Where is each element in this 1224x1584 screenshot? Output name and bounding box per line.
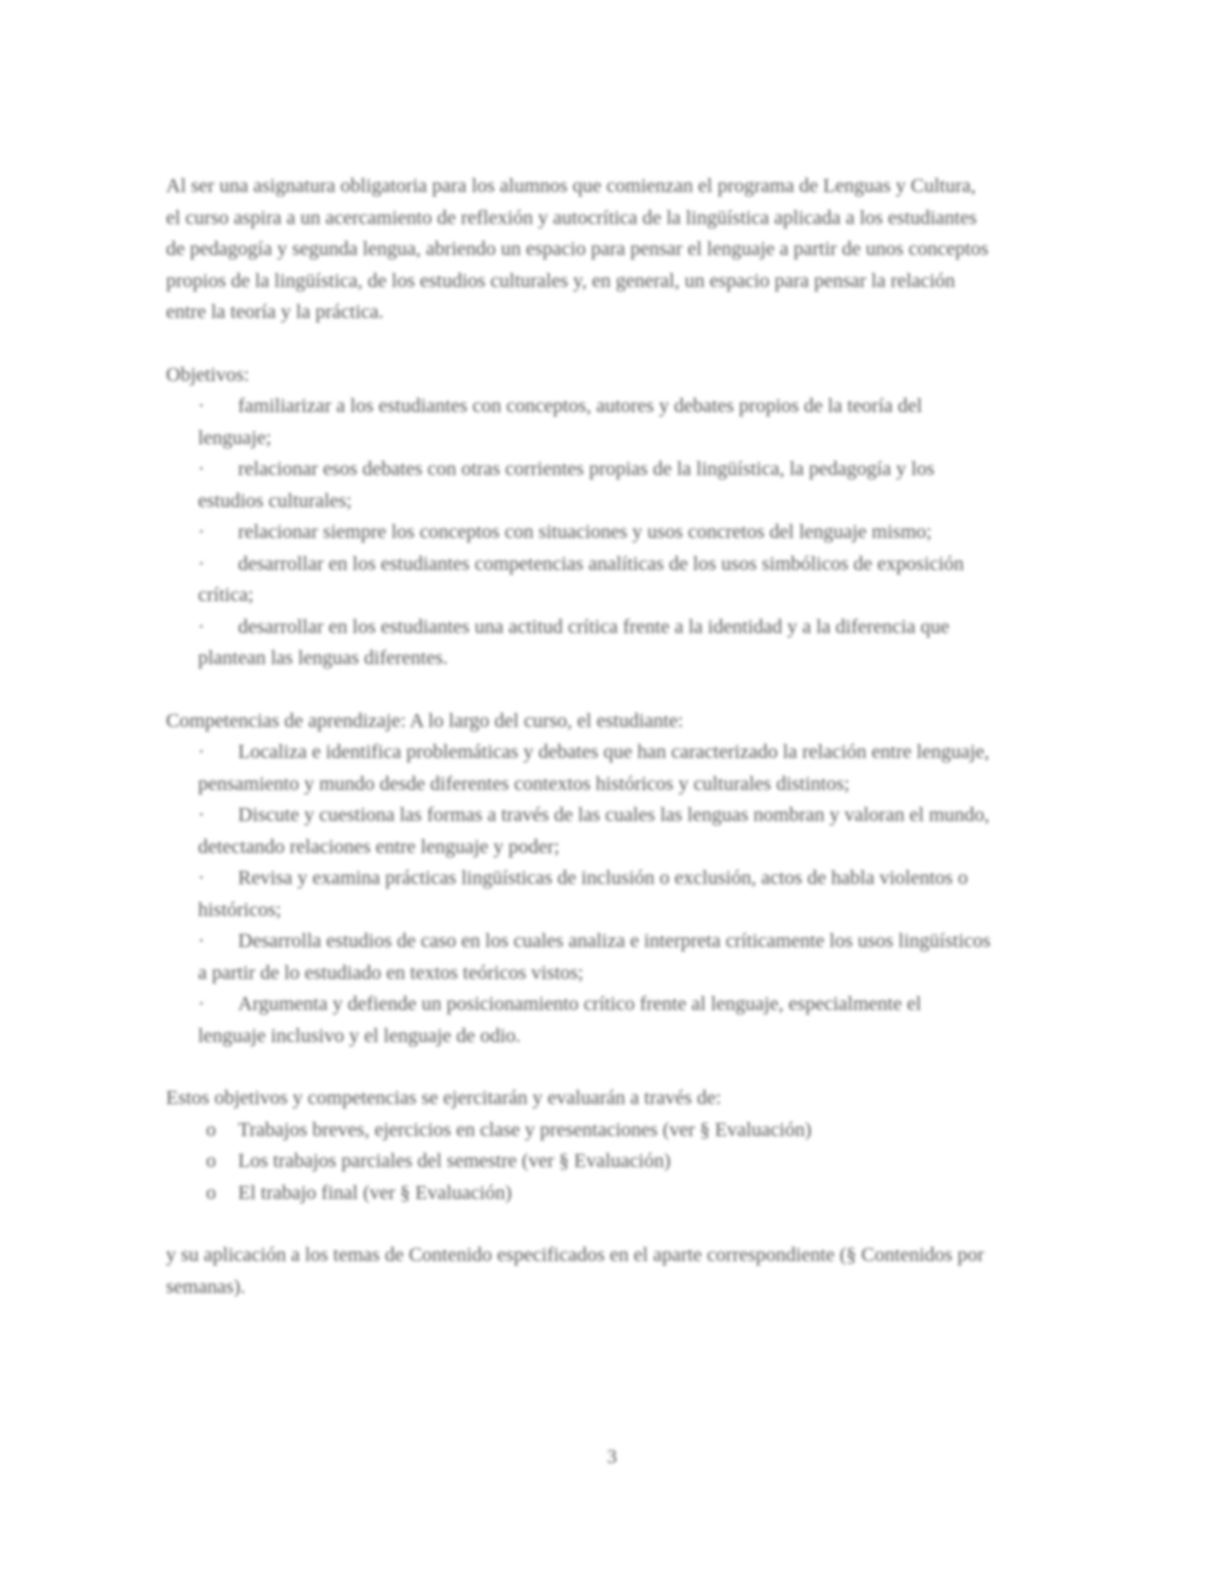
list-item-text: Discute y cuestiona las formas a través de las cuales las lenguas nombran y valoran el mundo, detectando relaciones entre lenguaje y poder;	[198, 804, 990, 858]
list-item	[198, 800, 992, 863]
intro-paragraph: Al ser una asignatura obligatoria para los alumnos que comienzan el programa de Lenguas y Cultura, el curso aspira a un acercamiento de reflexión y autocrítica de la lingüística aplicada a los estudiantes de pedagogía y segunda lengua, abriendo un espacio para pensar el lenguaje a partir de unos conceptos propios de la lingüística, de los estudios culturales y, en general, un espacio para pensar la relación entre la teoría y la práctica.	[166, 175, 989, 323]
list-item	[198, 454, 992, 517]
list-item-text: Revisa y examina prácticas lingüísticas de inclusión o exclusión, actos de habla violentos o históricos;	[198, 867, 968, 921]
circle-bullet-icon: o	[206, 1150, 216, 1172]
bullet-icon: ·	[198, 615, 205, 638]
list-item	[198, 863, 992, 926]
list-item-text: Desarrolla estudios de caso en los cuales analiza e interpreta críticamente los usos lingüísticos a partir de lo estudiado en textos teóricos vistos;	[198, 930, 991, 984]
list-item-text: desarrollar en los estudiantes una actitud crítica frente a la identidad y a la diferencia que plantean las lenguas diferentes.	[198, 615, 950, 669]
bullet-icon: ·	[198, 804, 205, 826]
bullet-icon: ·	[198, 521, 205, 543]
circle-bullet-icon: o	[206, 1181, 216, 1204]
document-page	[166, 171, 992, 1303]
page-number: 3	[607, 1446, 617, 1468]
list-item-text: relacionar esos debates con otras corrientes propias de la lingüística, la pedagogía y los estudios culturales;	[198, 458, 935, 512]
objectives-list	[166, 391, 992, 675]
list-item-text: relacionar siempre los conceptos con situaciones y usos concretos del lenguaje mismo;	[238, 521, 932, 543]
list-item	[206, 1115, 992, 1147]
list-item-text: Trabajos breves, ejercicios en clase y presentaciones (ver § Evaluación)	[238, 1118, 812, 1141]
list-item-text: Localiza e identifica problemáticas y debates que han caracterizado la relación entre lenguaje, pensamiento y mundo desde diferentes contextos históricos y culturales distintos;	[198, 741, 990, 795]
means-list	[166, 1115, 992, 1210]
list-item-text: Los trabajos parciales del semestre (ver § Evaluación)	[238, 1150, 671, 1172]
circle-bullet-icon: o	[206, 1118, 216, 1141]
spacer	[166, 675, 992, 706]
list-item	[198, 612, 992, 675]
means-heading: Estos objetivos y competencias se ejercitarán y evaluarán a través de:	[166, 1087, 722, 1109]
list-item	[206, 1178, 992, 1210]
list-item	[198, 737, 992, 800]
bullet-icon: ·	[198, 458, 205, 480]
bullet-icon: ·	[198, 552, 205, 575]
spacer	[166, 1052, 992, 1083]
competences-list	[166, 737, 992, 1052]
closing-paragraph: y su aplicación a los temas de Contenido especificados en el aparte correspondiente (§ Contenidos por semanas).	[166, 1244, 985, 1298]
list-item	[198, 517, 992, 549]
bullet-icon: ·	[198, 867, 205, 889]
list-item	[206, 1146, 992, 1178]
objectives-heading: Objetivos:	[166, 363, 250, 386]
spacer	[166, 329, 992, 360]
bullet-icon: ·	[198, 395, 205, 417]
bullet-icon: ·	[198, 930, 205, 952]
list-item	[198, 391, 992, 454]
list-item-text: desarrollar en los estudiantes competencias analíticas de los usos simbólicos de exposición crítica;	[198, 552, 964, 606]
list-item-text: familiarizar a los estudiantes con conceptos, autores y debates propios de la teoría del lenguaje;	[198, 395, 923, 449]
list-item	[198, 549, 992, 612]
bullet-icon: ·	[198, 741, 205, 763]
bullet-icon: ·	[198, 993, 205, 1015]
spacer	[166, 1209, 992, 1240]
competences-heading: Competencias de aprendizaje: A lo largo del curso, el estudiante:	[166, 709, 684, 732]
list-item-text: Argumenta y defiende un posicionamiento crítico frente al lenguaje, especialmente el lenguaje inclusivo y el lenguaje de odio.	[198, 993, 922, 1047]
list-item	[198, 926, 992, 989]
list-item-text: El trabajo final (ver § Evaluación)	[238, 1181, 512, 1204]
list-item	[198, 989, 992, 1052]
